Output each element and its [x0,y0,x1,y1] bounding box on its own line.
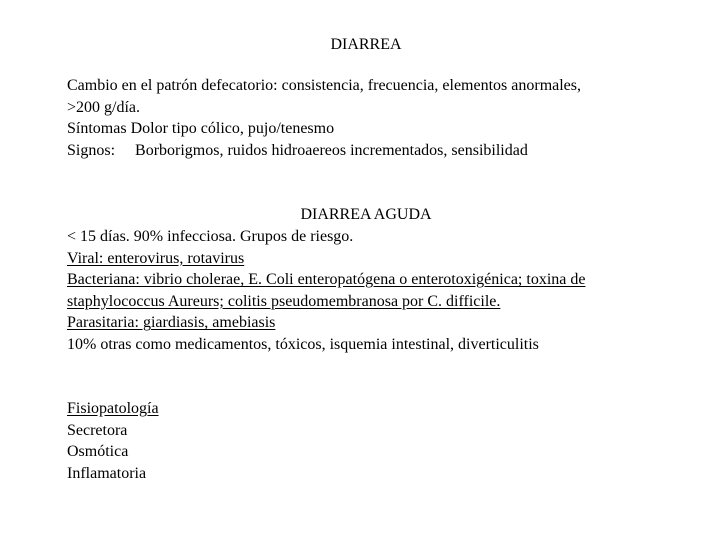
sintomas-line: Síntomas Dolor tipo cólico, pujo/tenesmo [67,120,335,138]
viral-line: Viral: enterovirus, rotavirus [67,249,245,267]
signos-text: Borborigmos, ruidos hidroaereos incrementados, sensibilidad [135,141,528,159]
list-item: Secretora [67,421,128,439]
definition-line-2: >200 g/día. [67,98,141,116]
otras-line: 10% otras como medicamentos, tóxicos, isquemia intestinal, diverticulitis [67,335,539,353]
signos-line [67,140,657,162]
aguda-block [67,226,657,356]
definition-line-1: Cambio en el patrón defecatorio: consistencia, frecuencia, elementos anormales, [67,77,582,94]
list-item: Osmótica [67,443,129,461]
aguda-line-1: < 15 días. 90% infecciosa. Grupos de riesgo. [67,228,354,245]
bacteriana-line-2: staphylococcus Aureurs; colitis pseudomembranosa por C. difficile. [67,292,501,310]
parasitaria-line: Parasitaria: giardiasis, amebiasis [67,314,276,332]
bacteriana-line-1: Bacteriana: vibrio cholerae, E. Coli enteropatógena o enterotoxigénica; toxina de [67,271,586,289]
list-item: Inflamatoria [67,464,147,482]
fisiopatologia-heading: Fisiopatología [67,400,159,417]
intro-block [67,75,657,161]
signos-label: Signos: [67,141,116,159]
page-title: DIARREA [330,36,402,53]
section-title-aguda: DIARREA AGUDA [300,206,432,223]
fisiopatologia-block [67,398,657,484]
